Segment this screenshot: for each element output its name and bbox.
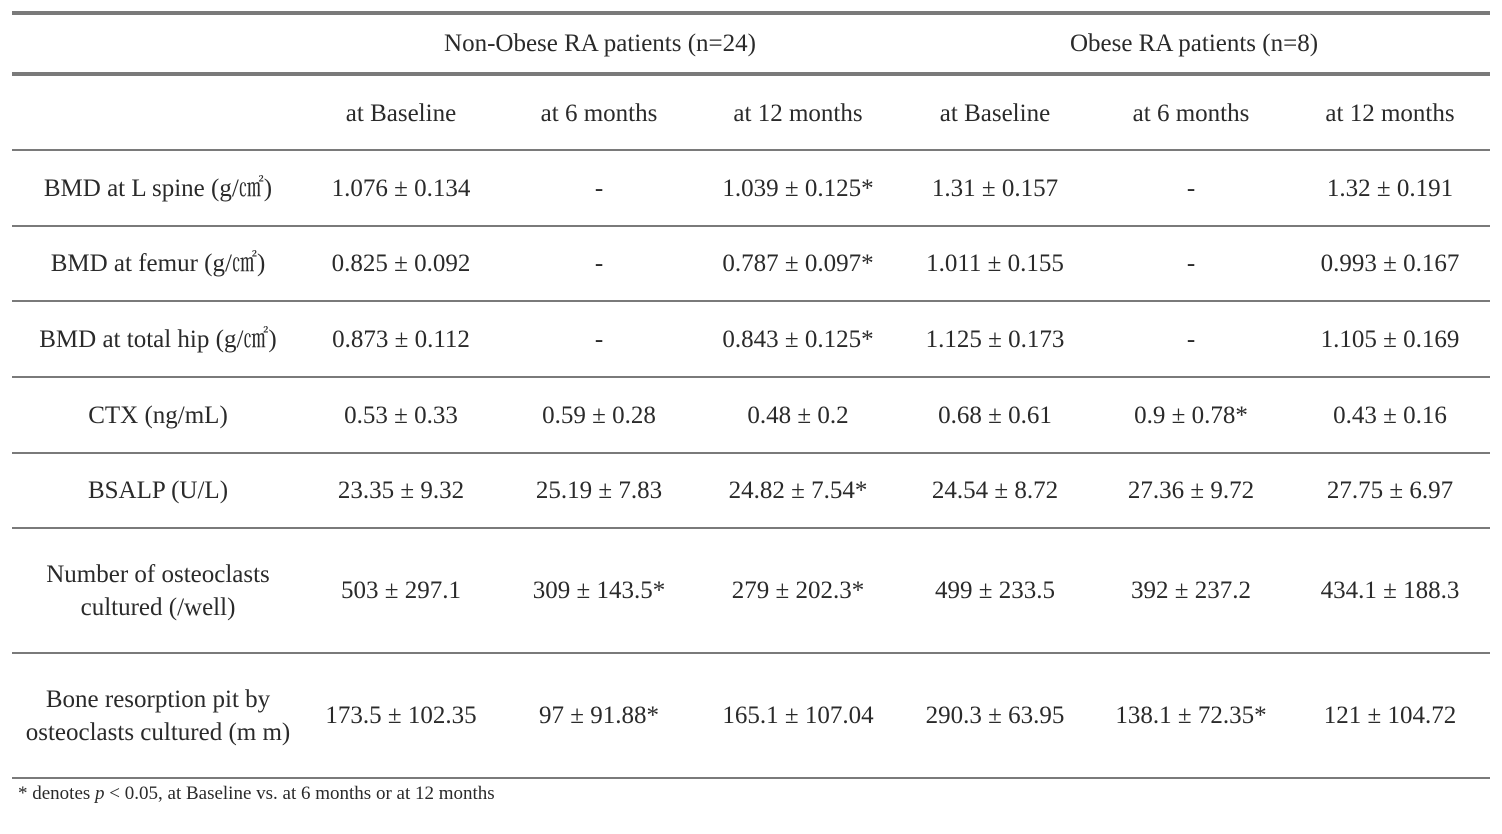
column-header-obese-0: at Baseline xyxy=(939,99,1051,127)
table-cell: 309 ± 143.5* xyxy=(532,577,666,604)
row-label xyxy=(16,227,300,300)
row-label-text xyxy=(39,323,277,356)
column-header-obese-2: at 12 months xyxy=(1325,99,1455,127)
row-label-main: CTX (ng/mL) xyxy=(88,401,228,429)
results-table xyxy=(12,0,1490,834)
row-label-unit: ㎠ xyxy=(231,250,257,277)
table-cell: 1.011 ± 0.155 xyxy=(926,250,1064,277)
table-cell: 499 ± 233.5 xyxy=(935,577,1055,604)
row-label-main: Bone resorption pit by osteoclasts cultured (m m) xyxy=(25,685,291,746)
table-cell: 0.993 ± 0.167 xyxy=(1320,250,1460,277)
table-cell: 138.1 ± 72.35* xyxy=(1115,702,1267,729)
table-cell: 279 ± 202.3* xyxy=(731,577,865,604)
table-cell: 173.5 ± 102.35 xyxy=(325,702,477,729)
group-header-obese: Obese RA patients (n=8) xyxy=(1069,30,1319,57)
row-label-text xyxy=(44,172,272,205)
footnote xyxy=(18,783,495,805)
table-cell: 1.32 ± 0.191 xyxy=(1326,174,1454,202)
row-label xyxy=(16,454,300,527)
table-cell: 23.35 ± 9.32 xyxy=(337,477,465,504)
table-cell: 434.1 ± 188.3 xyxy=(1320,577,1460,604)
row-label xyxy=(16,654,300,777)
row-label xyxy=(16,302,300,376)
table-cell: 290.3 ± 63.95 xyxy=(925,702,1065,729)
footnote-p-symbol: p xyxy=(95,783,105,804)
table-cell: 1.039 ± 0.125* xyxy=(722,174,874,202)
row-label-text xyxy=(16,683,300,749)
table-cell: - xyxy=(1186,174,1196,202)
row-label-text xyxy=(88,474,228,507)
table-cell: 0.9 ± 0.78* xyxy=(1134,401,1248,429)
row-label-main: BMD at femur (g/ xyxy=(50,250,232,277)
row-label-text xyxy=(51,247,266,280)
column-header-obese-1: at 6 months xyxy=(1132,99,1250,127)
row-label-close: ) xyxy=(256,250,266,277)
table-cell: 1.31 ± 0.157 xyxy=(931,174,1059,202)
row-label-unit: ㎠ xyxy=(238,174,264,202)
row-label xyxy=(16,151,300,225)
table-cell: 25.19 ± 7.83 xyxy=(535,477,663,504)
row-label-text xyxy=(16,558,300,624)
table-cell: 0.59 ± 0.28 xyxy=(542,401,656,429)
table-cell: 97 ± 91.88* xyxy=(539,702,659,729)
row-label-main: BMD at total hip (g/ xyxy=(39,325,244,353)
table-cell: - xyxy=(594,325,604,353)
table-cell: 165.1 ± 107.04 xyxy=(722,702,874,729)
row-label-text xyxy=(88,399,228,432)
table-cell: 0.68 ± 0.61 xyxy=(938,401,1052,429)
table-bottom-rule xyxy=(12,777,1490,779)
table-cell: 0.787 ± 0.097* xyxy=(722,250,874,277)
table-cell: 121 ± 104.72 xyxy=(1323,702,1457,729)
row-label-main: BMD at L spine (g/ xyxy=(43,174,239,202)
footnote-prefix: * denotes xyxy=(18,783,96,804)
table-cell: - xyxy=(594,250,604,277)
table-cell: 0.825 ± 0.092 xyxy=(331,250,471,277)
table-cell: 503 ± 297.1 xyxy=(341,577,461,604)
table-cell: - xyxy=(1186,250,1196,277)
table-cell: 392 ± 237.2 xyxy=(1131,577,1251,604)
column-header-non-obese-1: at 6 months xyxy=(540,99,658,127)
table-cell: 0.873 ± 0.112 xyxy=(332,325,470,353)
table-cell: 0.43 ± 0.16 xyxy=(1333,401,1447,429)
group-header-rule xyxy=(12,72,1490,76)
row-label xyxy=(16,529,300,652)
row-label-main: Number of osteoclasts cultured (/well) xyxy=(46,560,270,621)
table-cell: 0.53 ± 0.33 xyxy=(344,401,458,429)
row-label-close: ) xyxy=(263,174,273,202)
table-cell: 1.076 ± 0.134 xyxy=(331,174,471,202)
table-cell: 24.54 ± 8.72 xyxy=(931,477,1059,504)
footnote-suffix: < 0.05, at Baseline vs. at 6 months or at 12 months xyxy=(104,783,495,804)
row-label-close: ) xyxy=(268,325,277,353)
table-cell: 0.843 ± 0.125* xyxy=(722,325,874,353)
table-cell: - xyxy=(1186,325,1196,353)
row-label-unit: ㎠ xyxy=(243,325,269,353)
table-cell: 24.82 ± 7.54* xyxy=(728,477,868,504)
table-cell: 1.125 ± 0.173 xyxy=(925,325,1065,353)
row-label xyxy=(16,378,300,452)
table-cell: - xyxy=(594,174,604,202)
group-header-non-obese: Non-Obese RA patients (n=24) xyxy=(444,30,756,57)
table-cell: 0.48 ± 0.2 xyxy=(747,401,849,429)
column-header-non-obese-0: at Baseline xyxy=(345,99,457,127)
table-cell: 27.75 ± 6.97 xyxy=(1326,477,1454,504)
column-header-non-obese-2: at 12 months xyxy=(733,99,863,127)
row-label-main: BSALP (U/L) xyxy=(87,477,229,504)
table-cell: 1.105 ± 0.169 xyxy=(1320,325,1460,353)
table-cell: 27.36 ± 9.72 xyxy=(1127,477,1255,504)
